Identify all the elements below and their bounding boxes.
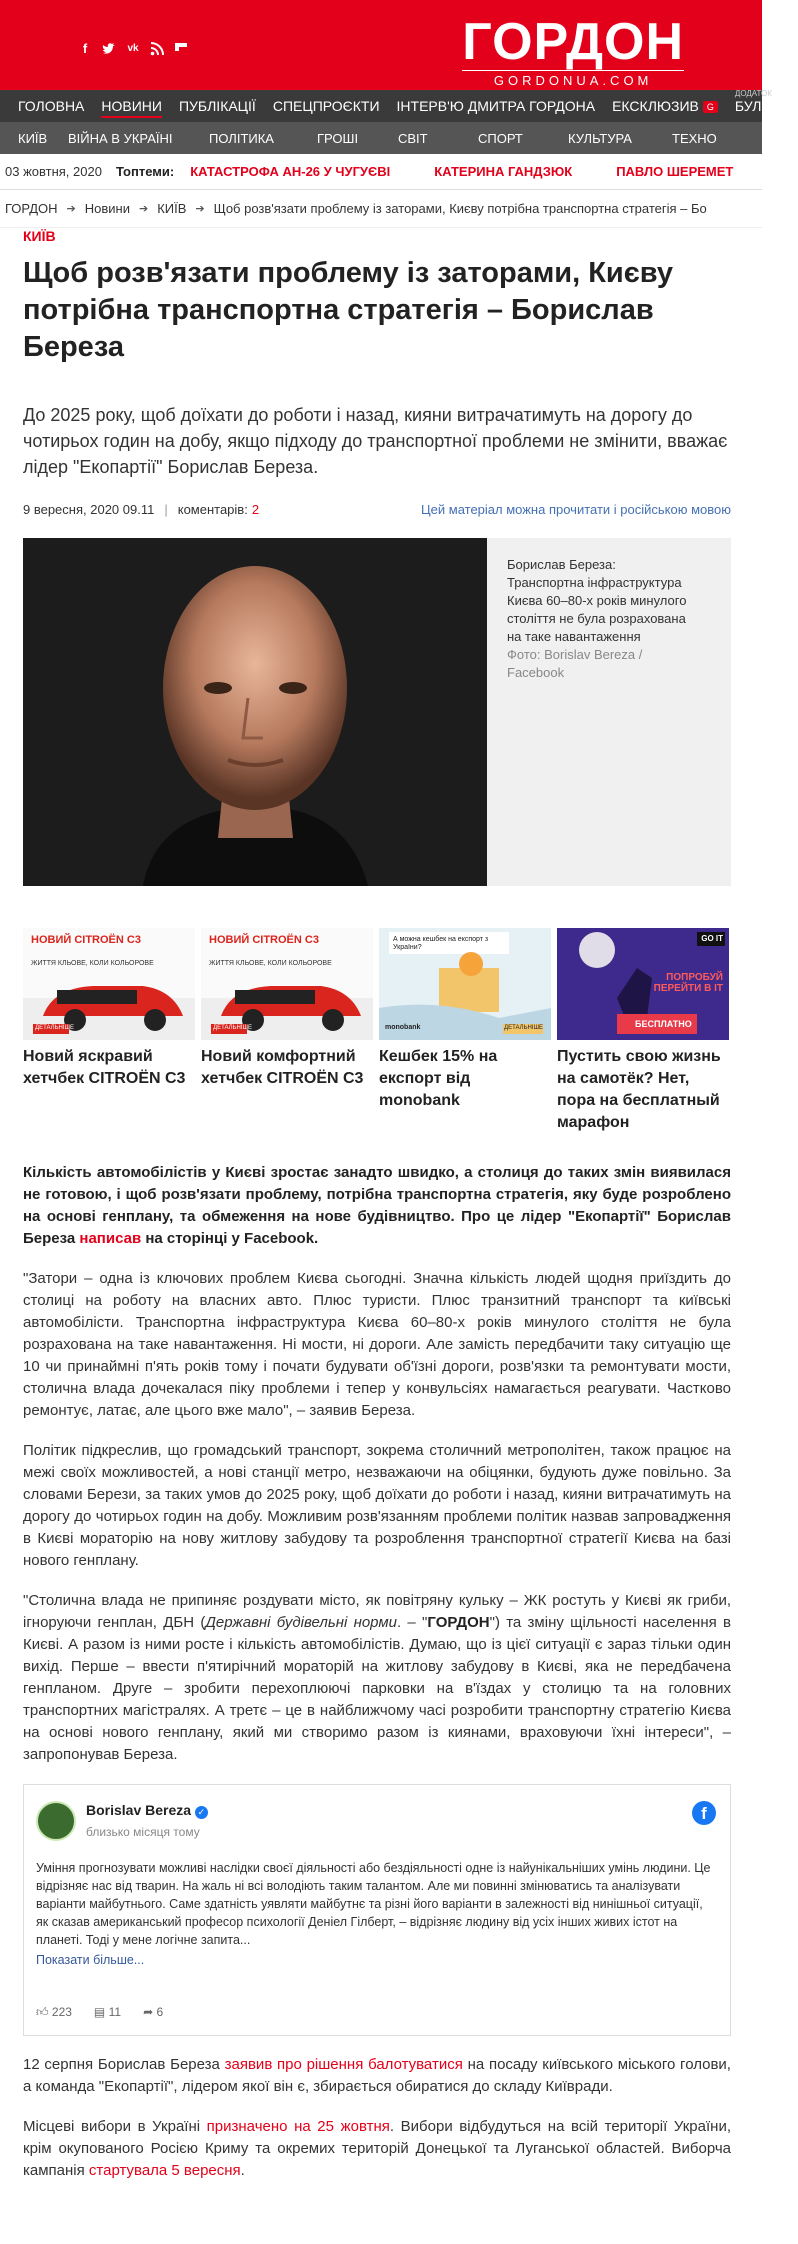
paragraph-italic: Державні будівельні норми — [205, 1614, 397, 1631]
fb-comment-action[interactable] — [94, 2001, 121, 2023]
chevron-right-icon: ➔ — [195, 203, 205, 215]
nav-bulvar-small-label: ДОДАТОК — [734, 89, 772, 98]
ad-card[interactable] — [201, 928, 373, 1134]
fb-like-count: 223 — [51, 2005, 72, 2019]
ad-title[interactable]: Новий яскравий хетчбек CITROËN C3 — [23, 1048, 186, 1087]
russian-version-link[interactable]: Цей матеріал можна прочитати і російською мовою — [421, 502, 731, 517]
article-photo-block — [23, 538, 731, 886]
site-header — [0, 0, 762, 90]
top-topics-row — [0, 154, 762, 190]
ad-thumbnail[interactable] — [557, 928, 729, 1040]
paragraph-text: Місцеві вибори в Україні — [23, 2118, 207, 2135]
topic-link-handziuk[interactable]: КАТЕРИНА ГАНДЗЮК — [434, 164, 573, 179]
nav-exclusive[interactable] — [612, 98, 718, 114]
comments-count[interactable]: 2 — [251, 502, 260, 517]
body-paragraph — [23, 1162, 731, 1250]
breadcrumb-current: Щоб розв'язати проблему із заторами, Києву потрібна транспортна стратегія – Бо — [213, 201, 707, 216]
topic-link-sheremet[interactable]: ПАВЛО ШЕРЕМЕТ — [616, 164, 734, 179]
breadcrumb — [0, 190, 762, 228]
main-nav — [0, 89, 798, 122]
photo-caption — [487, 538, 707, 886]
chevron-right-icon: ➔ — [138, 203, 149, 215]
fb-like-action[interactable] — [36, 2001, 72, 2023]
nav-special-projects[interactable]: СПЕЦПРОЄКТИ — [272, 98, 380, 114]
fb-author-name[interactable]: Borislav Bereza — [86, 1802, 192, 1818]
share-icon: ➦ — [143, 2005, 154, 2019]
campaign-start-link[interactable]: стартувала 5 вересня — [88, 2162, 241, 2179]
breadcrumb-news[interactable]: Новини — [84, 201, 130, 216]
paragraph-text: 12 серпня Борислав Береза — [23, 2056, 225, 2073]
fb-post-time[interactable]: близько місяця тому — [86, 1825, 200, 1839]
ad-banner-sub: monobank — [385, 1024, 421, 1031]
ad-thumbnail[interactable] — [23, 928, 195, 1040]
verified-badge-icon: ✓ — [195, 1806, 208, 1819]
breadcrumb-kyiv[interactable]: КИЇВ — [157, 201, 187, 216]
topic-link-an26[interactable]: КАТАСТРОФА АН-26 У ЧУГУЄВІ — [190, 164, 391, 179]
fb-share-action[interactable] — [143, 2001, 163, 2023]
paragraph-bold: ГОРДОН — [427, 1614, 490, 1631]
fb-comment-count: 11 — [108, 2005, 122, 2019]
nav-news[interactable]: НОВИНИ — [101, 98, 162, 114]
ad-title[interactable]: Новий комфортний хетчбек CITROËN C3 — [201, 1048, 364, 1087]
paragraph-text: "Столична влада не припиняє роздувати місто, як повітряну кульку – ЖК ростуть у Києві як гриби, ігноруючи генплан, ДБН ( — [23, 1592, 731, 1631]
site-logo[interactable] — [462, 13, 684, 88]
ad-banner-button[interactable]: ДЕТАЛЬНІШЕ — [504, 1025, 544, 1031]
ad-card[interactable] — [557, 928, 729, 1134]
photo-credit: Фото: Borislav Bereza / Facebook — [507, 647, 643, 680]
nav-gordon-interviews[interactable]: ІНТЕРВ'Ю ДМИТРА ГОРДОНА — [396, 98, 596, 114]
paragraph-text: ") та зміну щільності населення в Києві. А разом із ними росте і кількість автомобілістів. Думаю, що із цієї ситуації є зараз тільки один вихід. Перше – ввести п'ятирічний мораторій на житлову забудову в Києві, яка не передбачена генпланом. Друге – зробити перехоплюючі парковки на в'їздах у столицю та на головних транспортних магістралях. А третє – це в найближчому часі розробити транспортну стратегію Києва на основі нового генплану, який ми створимо разом із киянами, враховуючи їхні інтереси", – запропонував Береза. — [23, 1614, 731, 1763]
election-date-link[interactable]: призначено на 25 жовтня — [206, 2118, 390, 2135]
body-paragraph: "Затори – одна із ключових проблем Києва сьогодні. Значна кількість людей щодня приїздить до столиці на роботу на власних авто. Плюс туристи. Плюс транзитний транспорт та київські автомобілісти. Транспортна інфраструктура Києва 60–80-х років минулого століття не була розрахована на таке навантаження. Ні мости, ні дороги. Але замість передбачити таку ситуацію ще 10 чи принаймні п'ять років тому і почати будувати об'їзні дороги, розв'язки та ремонтувати мости, столична влада дочекалася піку проблеми і тепер у конвульсіях намагається реагувати. Частково ремонтує, латає, але цього вже мало", – заявив Береза. — [23, 1270, 731, 1419]
paragraph-text: . Вибори відбудуться на всій території України, крім окупованого Росією Криму та окремих територій Донецької та Луганської областей. Виборча кампанія — [23, 2118, 731, 2179]
current-date: 03 жовтня, 2020 — [5, 164, 102, 179]
flipboard-icon[interactable] — [174, 42, 188, 56]
article-title: Щоб розв'язати проблему із заторами, Києву потрібна транспортна стратегія – Борислав Береза — [23, 257, 674, 363]
paragraph-text: на посаду київського міського голови, а команда "Екопартії", лідером якої він є, збирається обиратися до складу Київради. — [23, 2056, 731, 2095]
paragraph-text: на сторінці у Facebook. — [141, 1230, 319, 1247]
sponsored-ads — [23, 928, 731, 1134]
body-paragraph — [23, 2054, 731, 2098]
facebook-embed[interactable] — [23, 1784, 731, 2036]
paragraph-text: . – " — [396, 1614, 428, 1631]
twitter-icon[interactable] — [102, 42, 116, 56]
comment-icon: ▤ — [93, 2005, 106, 2019]
paragraph-text: . — [240, 2162, 245, 2179]
section-techno[interactable]: ТЕХНО — [672, 130, 717, 146]
ad-banner-sub: ЖИТТЯ КЛЬОВЕ, КОЛИ КОЛЬОРОВЕ — [209, 960, 332, 967]
ad-banner-title: ПОПРОБУЙ ПЕРЕЙТИ В IT — [653, 972, 723, 994]
thumbs-up-icon: 👍︎ — [36, 2005, 49, 2019]
nav-exclusive-label: ЕКСКЛЮЗИВ — [612, 98, 699, 114]
photo-caption-text: Борислав Береза: Транспортна інфраструктура Києва 60–80-х років минулого століття не була розрахована на таке навантаження — [507, 557, 687, 644]
logo-text: ГОРДОН — [462, 13, 684, 71]
section-war-in-ukraine[interactable]: ВІЙНА В УКРАЇНІ — [68, 130, 173, 146]
ad-banner-sub: GO IT — [701, 934, 723, 943]
ad-thumbnail[interactable] — [201, 928, 373, 1040]
fb-share-count: 6 — [156, 2005, 164, 2019]
body-paragraph: Політик підкреслив, що громадський транспорт, зокрема столичний метрополітен, також працює на межі своїх можливостей, а нові станції метро, незважаючи на обіцянки, будують дуже повільно. За словами Берези, за таких умов до 2025 року, щоб доїхати до роботи і назад, кияни витрачатимуть на дорогу до чотирьох годин на добу. Можливим розв'язанням проблеми політик назвав запровадження в Києві мораторію на нову житлову забудову та розроблення транспортної стратегії Києва на базі нового генплану. — [23, 1442, 731, 1569]
nav-home[interactable]: ГОЛОВНА — [18, 98, 85, 114]
facebook-post-link[interactable]: написав — [79, 1230, 142, 1247]
exclusive-badge: G — [703, 101, 718, 113]
section-culture[interactable]: КУЛЬТУРА — [568, 130, 632, 146]
section-nav — [0, 122, 762, 154]
article-body — [23, 1162, 731, 2182]
fb-post-actions — [36, 2001, 718, 2023]
article-photo — [23, 538, 487, 886]
avatar[interactable] — [36, 1801, 76, 1841]
fb-post-text: Уміння прогнозувати можливі наслідки своєї діяльності або бездіяльності одне із найунікальніших умінь людини. Це відрізняє нас від тварин. На жаль ні всі володіють таким талантом. Але ми повинні змінюватись та аналізувати варіанти майбутнього. Саме здатність уявляти майбутнє та різні його варіанти в залежності від нинішньої ситуації, як сказав американський професор психології Деніел Гілберт, – відрізняє людину від усіх інших живих істот на планеті. Тоді у мене логічне запита... — [36, 1861, 711, 1947]
rss-icon[interactable] — [150, 42, 164, 56]
ad-card[interactable] — [23, 928, 195, 1134]
ad-banner-title: А можна кешбек на експорт з України? — [393, 936, 489, 951]
paragraph-text: Кількість автомобілістів у Києві зростає занадто швидко, а столиця до таких змін виявилася не готовою, і щоб розв'язати проблему, потрібна транспортна стратегія, яку буде розроблено на основі генплану, та обмеження на нове будівництво. Про це лідер "Екопартії" Борислав Береза — [23, 1164, 731, 1247]
ad-banner-title: НОВИЙ CITROËN C3 — [31, 934, 141, 946]
fb-show-more-link[interactable]: Показати більше... — [36, 1953, 145, 1967]
candidacy-announcement-link[interactable]: заявив про рішення балотуватися — [224, 2056, 463, 2073]
nav-bulvar-label: БУЛЬВАР — [734, 98, 798, 114]
comments-label: коментарів: — [177, 502, 248, 517]
social-links — [78, 42, 188, 56]
fb-author-row — [86, 1799, 208, 1821]
section-world[interactable]: СВІТ — [398, 130, 428, 146]
body-paragraph — [23, 1590, 731, 1766]
logo-domain: GORDONUA.COM — [462, 70, 684, 88]
vkontakte-icon[interactable]: vk — [127, 43, 139, 54]
article-meta — [23, 502, 731, 517]
ad-banner-title: НОВИЙ CITROËN C3 — [209, 934, 319, 946]
nav-bulvar[interactable] — [734, 89, 798, 114]
article-date: 9 вересня, 2020 09.11 — [23, 502, 155, 517]
section-kyiv[interactable]: КИЇВ — [18, 130, 48, 146]
section-politics[interactable]: ПОЛІТИКА — [209, 130, 274, 146]
ad-card[interactable] — [379, 928, 551, 1134]
section-money[interactable]: ГРОШІ — [317, 130, 359, 146]
breadcrumb-home[interactable]: ГОРДОН — [5, 201, 58, 216]
section-sport[interactable]: СПОРТ — [478, 130, 523, 146]
ad-banner-button[interactable]: ДЕТАЛЬНІШЕ — [35, 1025, 75, 1031]
meta-divider: | — [164, 502, 168, 517]
article — [23, 228, 731, 2200]
facebook-icon[interactable]: f — [82, 41, 88, 56]
article-lead: До 2025 року, щоб доїхати до роботи і назад, кияни витрачатимуть на дорогу до чотирьох годин на добу, якщо підходу до транспортної проблеми не змінити, вважає лідер "Екопартії" Борислав Береза. — [23, 405, 728, 477]
nav-publications[interactable]: ПУБЛІКАЦІЇ — [178, 98, 256, 114]
body-paragraph — [23, 2116, 731, 2182]
fb-author — [86, 1799, 208, 1843]
ad-title[interactable]: Пустить свою жизнь на самотёк? Нет, пора на бесплатный марафон — [557, 1048, 721, 1131]
ad-banner-button[interactable]: ДЕТАЛЬНІШЕ — [213, 1025, 253, 1031]
fb-post-header — [36, 1799, 718, 1843]
ad-banner-sub: ЖИТТЯ КЛЬОВЕ, КОЛИ КОЛЬОРОВЕ — [31, 960, 154, 967]
ad-banner-button[interactable]: БЕСПЛАТНО — [635, 1019, 692, 1029]
chevron-right-icon: ➔ — [66, 203, 76, 215]
ad-title[interactable]: Кешбек 15% на експорт від monobank — [379, 1048, 498, 1109]
article-category[interactable]: КИЇВ — [23, 228, 56, 244]
ad-thumbnail[interactable] — [379, 928, 551, 1040]
facebook-logo-icon[interactable]: f — [692, 1801, 716, 1825]
top-topics-label: Топтеми: — [115, 164, 175, 179]
